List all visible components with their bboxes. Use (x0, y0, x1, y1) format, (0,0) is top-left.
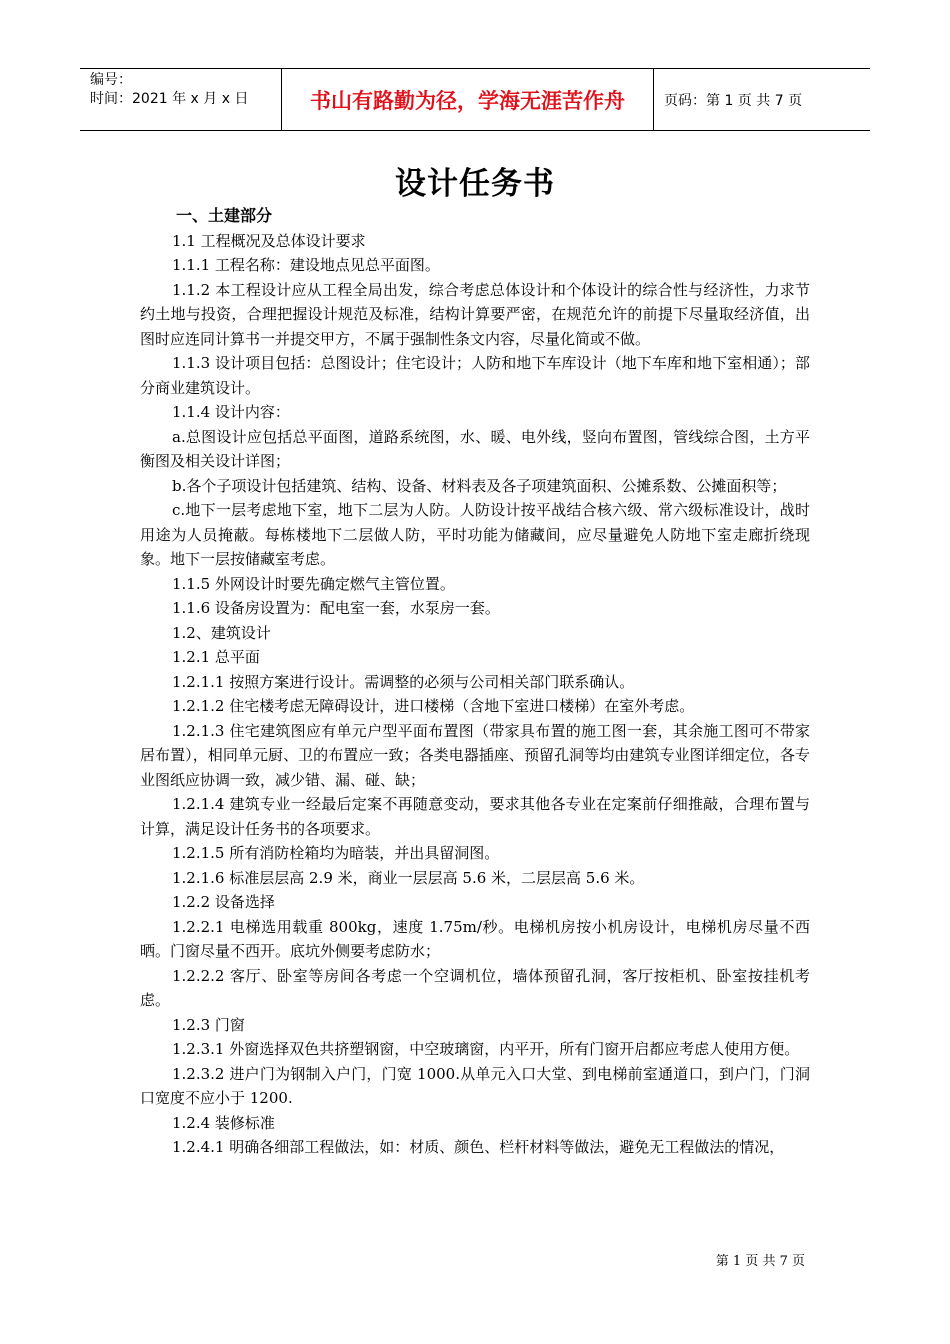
paragraph: 1.2.2 设备选择 (172, 893, 275, 911)
paragraph: c.地下一层考虑地下室，地下二层为人防。人防设计按平战结合核六级、常六级标准设计，战时用途为人员掩蔽。每栋楼地下二层做人防，平时功能为储藏间，应尽量避免人防地下室走廊折绕现象。地下一层按储藏室考虑。 (140, 501, 810, 568)
paragraph: a.总图设计应包括总平面图，道路系统图，水、暖、电外线，竖向布置图，管线综合图，土方平衡图及相关设计详图； (140, 427, 810, 470)
document-title: 设计任务书 (395, 166, 555, 202)
document-date-label: 时间：2021 年 x 月 x 日 (90, 91, 249, 107)
paragraph: 1.2.4.1 明确各细部工程做法，如：材质、颜色、栏杆材料等做法，避免无工程做法的情况， (172, 1138, 785, 1156)
page-header (80, 68, 870, 131)
paragraph: 1.2.1.5 所有消防栓箱均为暗装，并出具留洞图。 (172, 844, 500, 862)
paragraph: 1.1.6 设备房设置为：配电室一套，水泵房一套。 (172, 599, 500, 617)
paragraph: 1.2.2.2 客厅、卧室等房间各考虑一个空调机位，墙体预留孔洞，客厅按柜机、卧室按挂机考虑。 (140, 966, 810, 1009)
paragraph: 1.2.3 门窗 (172, 1015, 245, 1034)
header-page-label: 页码：第 1 页 共 7 页 (664, 92, 803, 109)
paragraph: 1.1.3 设计项目包括：总图设计；住宅设计；人防和地下车库设计（地下车库和地下室相通）；部分商业建筑设计。 (140, 354, 810, 397)
paragraph: 1.1.4 设计内容： (172, 403, 290, 421)
paragraph: 1.2.3.1 外窗选择双色共挤塑钢窗，中空玻璃窗，内平开，所有门窗开启都应考虑人使用方便。 (172, 1040, 800, 1058)
paragraph: 1.2.3.2 进户门为钢制入户门，门宽 1000.从单元入口大堂、到电梯前室通道口，到户门，门洞口宽度不应小于 1200. (140, 1064, 810, 1107)
paragraph: 1.1.2 本工程设计应从工程全局出发，综合考虑总体设计和个体设计的综合性与经济性，力求节约土地与投资，合理把握设计规范及标准，结构计算要严密，在规范允许的前提下尽量取经济值，出图时应连同计算书一并提交甲方，不属于强制性条文内容，尽量化简或不做。 (140, 280, 810, 348)
paragraph: 1.2.1.6 标准层层高 2.9 米，商业一层层高 5.6 米，二层层高 5.6 米。 (172, 868, 645, 887)
header-meta (80, 69, 282, 130)
paragraph: 1.1 工程概况及总体设计要求 (172, 231, 366, 250)
paragraph: 1.2.1 总平面 (172, 648, 260, 666)
paragraph: 1.1.5 外网设计时要先确定燃气主管位置。 (172, 574, 455, 593)
paragraph: b.各个子项设计包括建筑、结构、设备、材料表及各子项建筑面积、公摊系数、公摊面积等； (172, 476, 787, 495)
paragraph: 1.2.1.4 建筑专业一经最后定案不再随意变动，要求其他各专业在定案前仔细推敲，合理布置与计算，满足设计任务书的各项要求。 (140, 795, 810, 838)
document-number-label: 编号： (90, 72, 132, 88)
section-heading: 一、土建部分 (176, 206, 273, 225)
paragraph: 1.2.1.1 按照方案进行设计。需调整的必须与公司相关部门联系确认。 (172, 672, 635, 691)
page-footer: 第 1 页 共 7 页 (715, 1254, 805, 1269)
paragraph: 1.2.2.1 电梯选用载重 800kg，速度 1.75m/秒。电梯机房按小机房设计，电梯机房尽量不西晒。门窗尽量不西开。底坑外侧要考虑防水； (140, 917, 810, 960)
header-motto: 书山有路勤为径，学海无涯苦作舟 (282, 69, 654, 130)
paragraph: 1.2.4 装修标准 (172, 1113, 275, 1132)
document-body (140, 204, 810, 1160)
paragraph: 1.2.1.2 住宅楼考虑无障碍设计，进口楼梯（含地下室进口楼梯）在室外考虑。 (172, 697, 695, 715)
paragraph: 1.2、建筑设计 (172, 623, 271, 642)
paragraph: 1.1.1 工程名称：建设地点见总平面图。 (172, 256, 440, 274)
paragraph: 1.2.1.3 住宅建筑图应有单元户型平面布置图（带家具布置的施工图一套，其余施工图可不带家居布置），相同单元厨、卫的布置应一致；各类电器插座、预留孔洞等均由建筑专业图详细定位，各专业图纸应协调一致，减少错、漏、碰、缺； (140, 721, 810, 789)
